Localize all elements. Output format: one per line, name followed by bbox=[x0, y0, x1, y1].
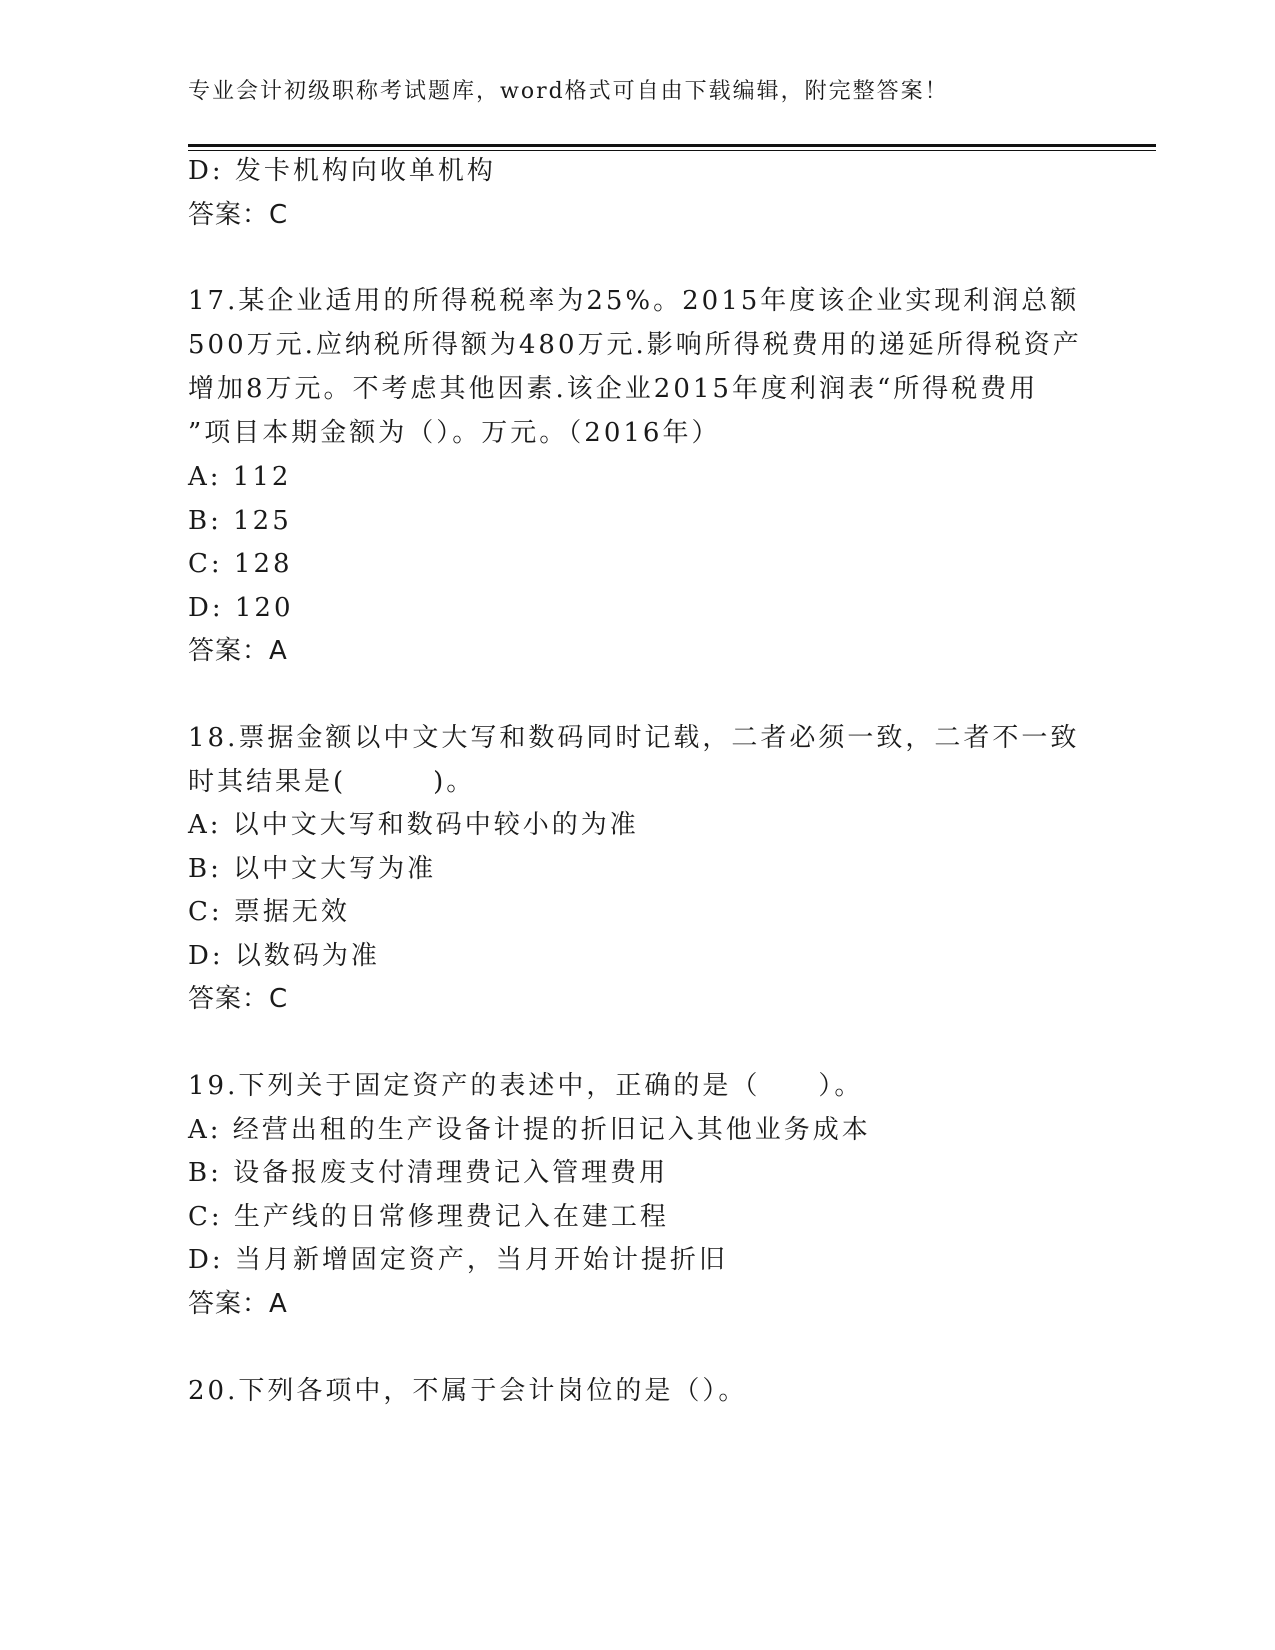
q17-option-b: B: 125 bbox=[188, 506, 292, 536]
q18-stem-line-2: 时其结果是( )。 bbox=[188, 767, 476, 797]
page-header: 专业会计初级职称考试题库，word格式可自由下载编辑，附完整答案！ bbox=[188, 79, 949, 104]
q17-option-a: A: 112 bbox=[188, 462, 292, 492]
q17-stem-line-2: 500万元.应纳税所得额为480万元.影响所得税费用的递延所得税资产 bbox=[188, 330, 1082, 360]
q17-answer: 答案：A bbox=[188, 636, 288, 666]
q18-stem-line-1: 18.票据金额以中文大写和数码同时记载，二者必须一致，二者不一致 bbox=[188, 723, 1080, 753]
q18-answer: 答案：C bbox=[188, 984, 289, 1014]
q16-option-d: D: 发卡机构向收单机构 bbox=[188, 156, 496, 186]
q17-stem-line-3: 增加8万元。不考虑其他因素.该企业2015年度利润表“所得税费用 bbox=[188, 374, 1039, 404]
q18-option-d: D: 以数码为准 bbox=[188, 941, 380, 971]
q17-stem-line-4: ”项目本期金额为（）。万元。（2016年） bbox=[188, 418, 721, 448]
q19-option-c: C: 生产线的日常修理费记入在建工程 bbox=[188, 1202, 669, 1232]
q17-option-c: C: 128 bbox=[188, 549, 293, 579]
q16-answer: 答案：C bbox=[188, 200, 289, 230]
q20-stem-line-1: 20.下列各项中，不属于会计岗位的是（）。 bbox=[188, 1376, 748, 1406]
q18-option-b: B: 以中文大写为准 bbox=[188, 854, 437, 884]
q19-answer: 答案：A bbox=[188, 1289, 288, 1319]
q17-option-d: D: 120 bbox=[188, 593, 294, 623]
q18-option-c: C: 票据无效 bbox=[188, 897, 350, 927]
q18-option-a: A: 以中文大写和数码中较小的为准 bbox=[188, 810, 639, 840]
q19-stem-line-1: 19.下列关于固定资产的表述中，正确的是（ ）。 bbox=[188, 1071, 864, 1101]
q19-option-a: A: 经营出租的生产设备计提的折旧记入其他业务成本 bbox=[188, 1115, 871, 1145]
q17-stem-line-1: 17.某企业适用的所得税税率为25%。2015年度该企业实现利润总额 bbox=[188, 286, 1080, 316]
q19-option-d: D: 当月新增固定资产，当月开始计提折旧 bbox=[188, 1245, 728, 1275]
q19-option-b: B: 设备报废支付清理费记入管理费用 bbox=[188, 1158, 669, 1188]
header-rule-thick bbox=[188, 144, 1156, 147]
header-rule-thin bbox=[188, 150, 1156, 151]
